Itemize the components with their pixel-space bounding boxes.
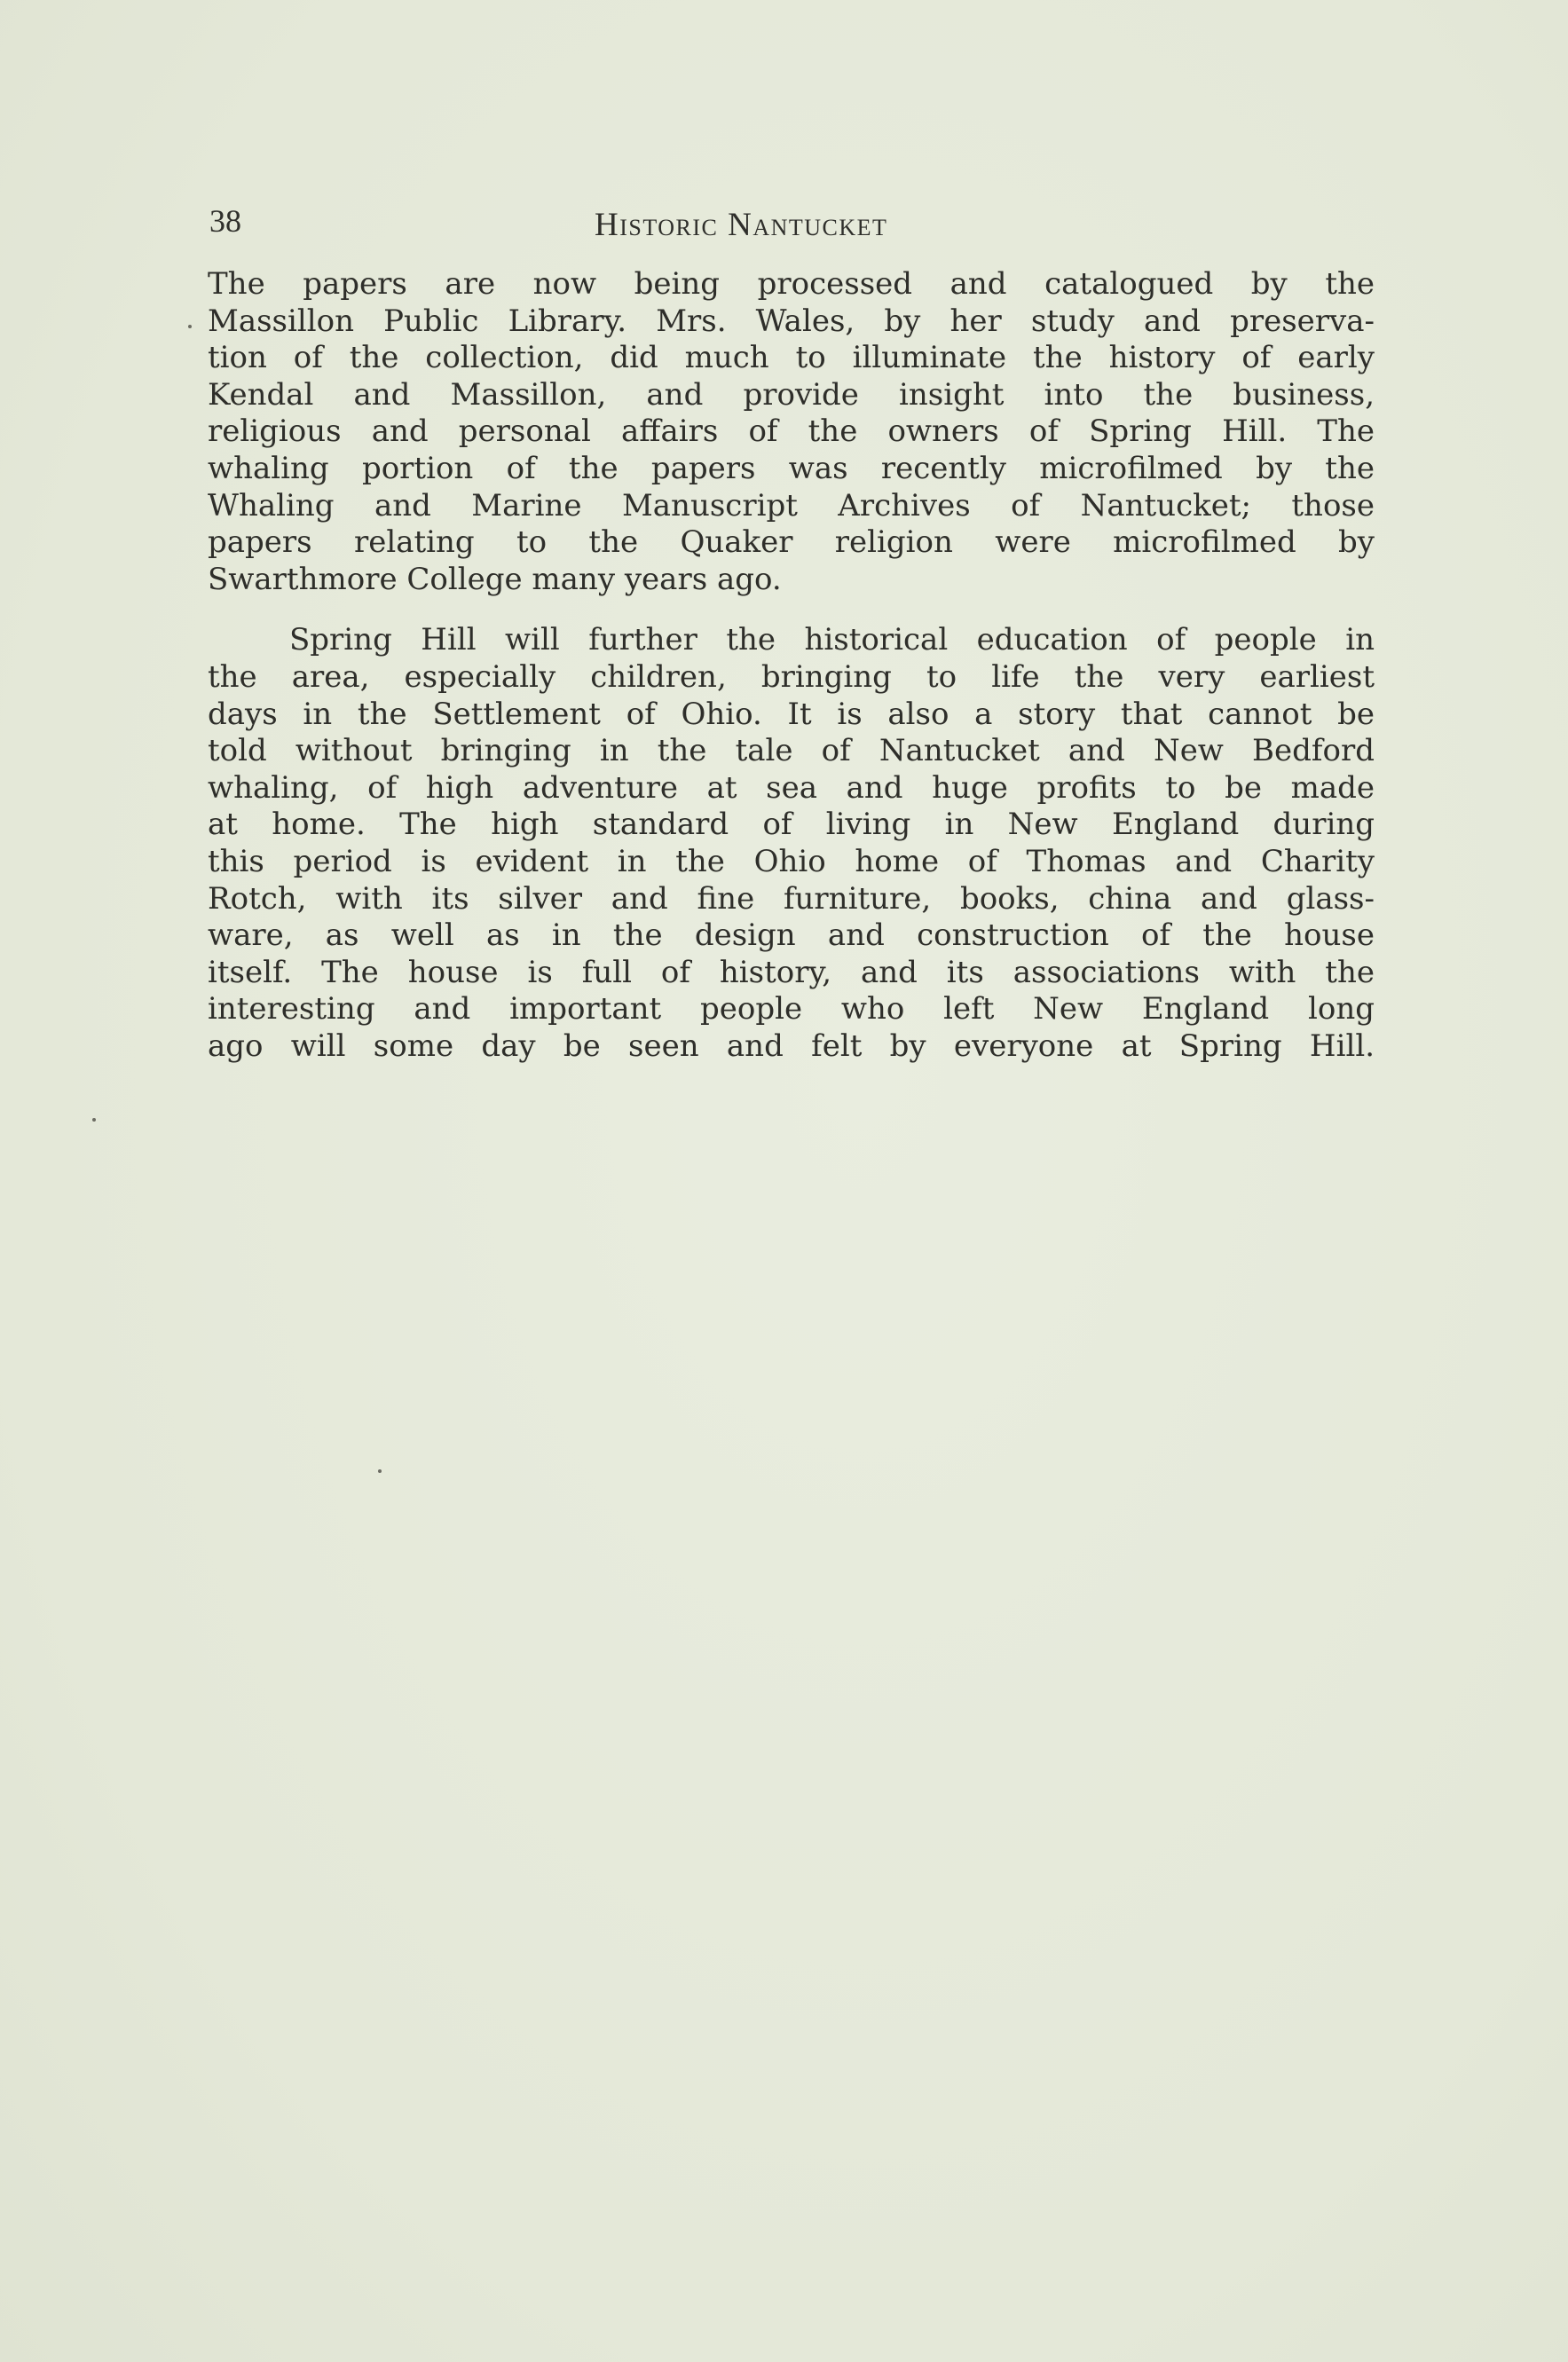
text-line: Swarthmore College many years ago. bbox=[208, 561, 782, 597]
text-line: whaling, of high adventure at sea and huge profits to be made bbox=[208, 769, 1375, 806]
text-line: Kendal and Massillon, and provide insight into the business, bbox=[208, 376, 1375, 413]
text-line: ware, as well as in the design and construction of the house bbox=[208, 917, 1375, 954]
text-line: ago will some day be seen and felt by everyone at Spring Hill. bbox=[208, 1027, 1375, 1064]
text-line: Whaling and Marine Manuscript Archives of Nantucket; those bbox=[208, 487, 1375, 524]
text-line: days in the Settlement of Ohio. It is also a story that cannot be bbox=[208, 696, 1375, 732]
page-header bbox=[209, 202, 1381, 247]
paper-speck bbox=[378, 1469, 382, 1473]
text-line: Rotch, with its silver and fine furniture, books, china and glass- bbox=[208, 880, 1375, 917]
body-text bbox=[208, 266, 1375, 1065]
text-line: at home. The high standard of living in New England during bbox=[208, 807, 1375, 843]
paragraph-1 bbox=[208, 266, 1375, 598]
text-line: itself. The house is full of history, and its associations with the bbox=[208, 954, 1375, 990]
text-line: tion of the collection, did much to illuminate the history of early bbox=[208, 340, 1375, 376]
text-line: told without bringing in the tale of Nantucket and New Bedford bbox=[208, 733, 1375, 769]
running-head: Historic Nantucket bbox=[595, 207, 888, 243]
text-line: religious and personal affairs of the owners of Spring Hill. The bbox=[208, 413, 1375, 450]
text-line: Spring Hill will further the historical education of people in bbox=[289, 622, 1375, 658]
text-line: whaling portion of the papers was recently microfilmed by the bbox=[208, 450, 1375, 486]
text-line: Massillon Public Library. Mrs. Wales, by her study and preserva- bbox=[208, 303, 1375, 339]
paragraph-2 bbox=[208, 622, 1375, 1065]
page-number: 38 bbox=[209, 203, 241, 239]
text-line: the area, especially children, bringing to life the very earliest bbox=[208, 658, 1375, 695]
paper-speck bbox=[188, 325, 192, 328]
text-line: interesting and important people who left New England long bbox=[208, 991, 1375, 1027]
text-line: papers relating to the Quaker religion were microfilmed by bbox=[208, 524, 1375, 561]
text-line: The papers are now being processed and catalogued by the bbox=[208, 266, 1375, 302]
text-line: this period is evident in the Ohio home of Thomas and Charity bbox=[208, 843, 1375, 879]
paper-speck bbox=[92, 1118, 96, 1122]
